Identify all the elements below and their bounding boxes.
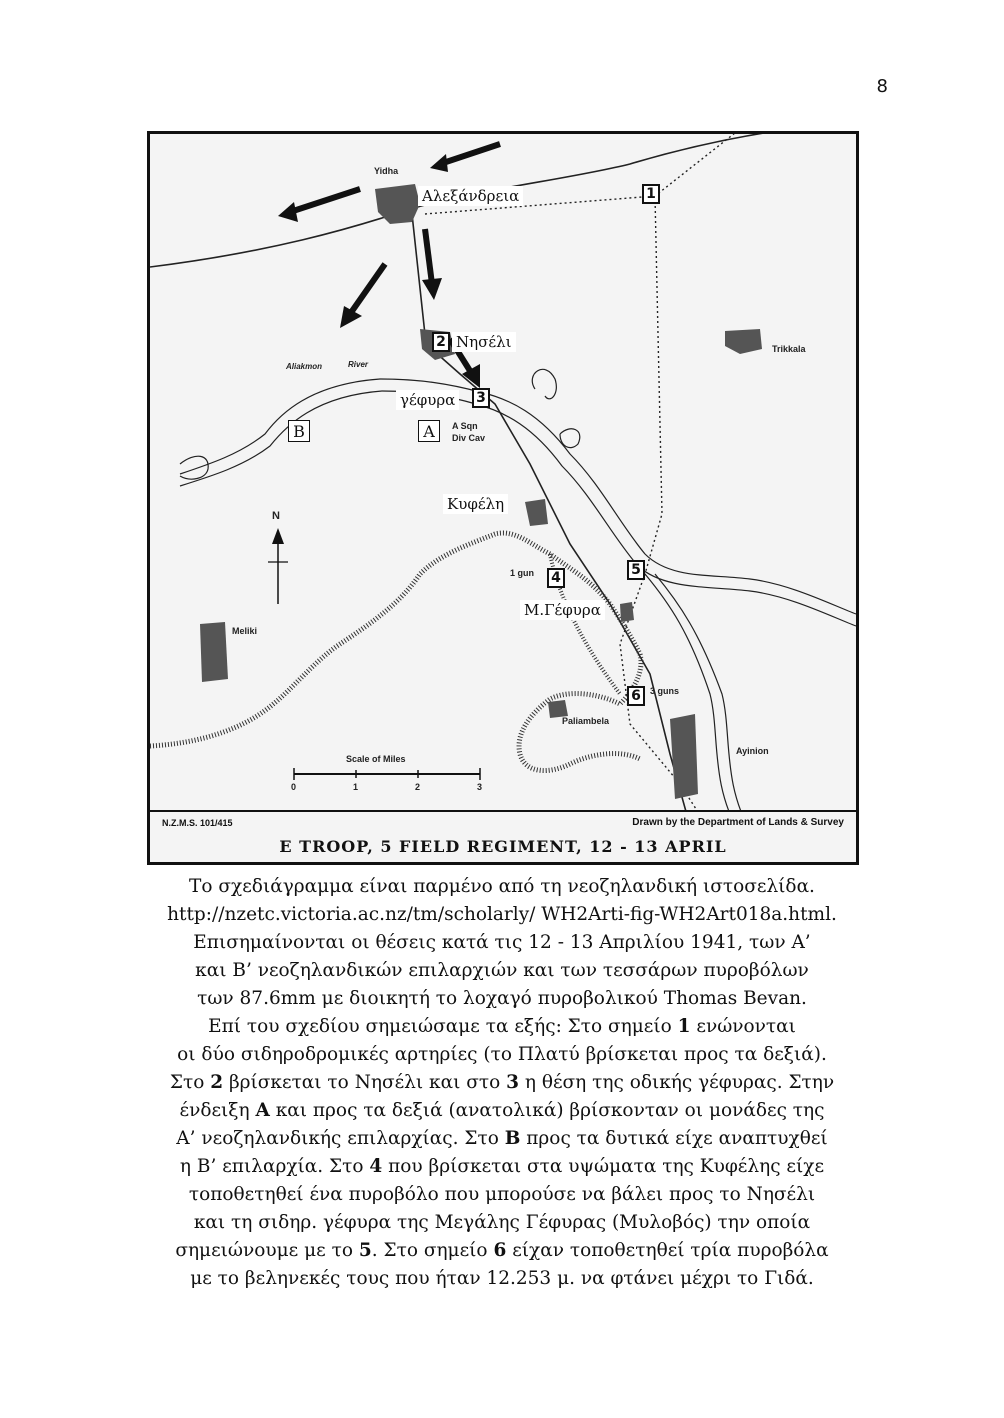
scale-tick-2: 2 [415, 782, 421, 792]
label-river: River [348, 360, 369, 369]
kofeli-town [525, 499, 548, 526]
map-figure [147, 131, 859, 865]
advance-arrow-2 [290, 189, 360, 212]
river-oxbow [532, 369, 556, 398]
caption-line: και τη σιδηρ. γέφυρα της Μεγάλης Γέφυρας (Μυλοβός) την οποία [193, 1212, 811, 1233]
scale-tick-1: 1 [353, 782, 359, 792]
aliakmon-river [180, 379, 856, 614]
label-a-sqn: A Sqn [452, 421, 478, 431]
map-credit-right: Drawn by the Department of Lands & Survey [632, 817, 844, 828]
road-south [412, 214, 700, 862]
label-alexandreia: Αλεξάνδρεια [418, 186, 523, 206]
company-a-box: A [418, 420, 440, 442]
advance-arrow-1 [440, 144, 500, 164]
scale-title: Scale of Miles [346, 754, 406, 764]
label-yidha: Yidha [374, 166, 399, 176]
label-three-guns: 3 guns [650, 686, 680, 696]
scale-tick-3: 3 [477, 782, 483, 792]
label-niseli: Νησέλι [452, 332, 516, 352]
label-m-gefyra: Μ.Γέφυρα [520, 600, 605, 620]
map-title: E TROOP, 5 FIELD REGIMENT, 12 - 13 APRIL [279, 837, 727, 856]
caption-line: τοποθετηθεί ένα πυροβόλο που μπορούσε να βάλει προς το Νησέλι [188, 1184, 816, 1205]
company-b-box: B [288, 420, 310, 442]
caption-line: Το σχεδιάγραμμα είναι παρμένο από τη νεοζηλανδική ιστοσελίδα. [189, 876, 815, 897]
caption-url: http://nzetc.victoria.ac.nz/tm/scholarly/ WH2Arti-fig-WH2Art018a.html. [167, 904, 837, 925]
marker-5: 5 [627, 560, 645, 580]
marker-4: 4 [547, 568, 565, 588]
meliki-town [200, 622, 228, 682]
caption-line: Επί του σχεδίου σημειώσαμε τα εξής: Στο σημείο 1 ενώνονται [208, 1016, 796, 1037]
label-kofeli: Κυφέλη [443, 494, 508, 514]
m-gefyra-town [620, 602, 634, 622]
advance-arrowhead-3 [422, 278, 442, 300]
marker-2: 2 [432, 332, 450, 352]
caption-line: σημειώνουμε με το 5. Στο σημείο 6 είχαν τοποθετηθεί τρία πυροβόλα [175, 1240, 829, 1261]
ayinion-town [670, 714, 698, 799]
caption-line: Στο 2 βρίσκεται το Νησέλι και στο 3 η θέση της οδικής γέφυρας. Στην [169, 1072, 835, 1093]
marker-3: 3 [472, 388, 490, 408]
label-gefyra: γέφυρα [396, 390, 459, 410]
advance-arrowhead-2 [278, 202, 298, 222]
caption-line: Α’ νεοζηλανδικής επιλαρχίας. Στο Β προς τα δυτικά είχε αναπτυχθεί [176, 1128, 828, 1149]
caption-line: με το βεληνεκές τους που ήταν 12.253 μ. να φτάνει μέχρι το Γιδά. [190, 1268, 814, 1289]
advance-arrow-3 [425, 229, 432, 284]
advance-arrowhead-1 [430, 154, 448, 172]
trikkala-town [725, 329, 762, 354]
map-title-bar [150, 810, 856, 862]
scale-tick-0: 0 [291, 782, 297, 792]
label-one-gun: 1 gun [510, 568, 534, 578]
label-meliki: Meliki [232, 626, 258, 636]
caption [110, 873, 894, 1293]
label-paliambela: Paliambela [562, 716, 610, 726]
marker-6: 6 [627, 686, 645, 706]
caption-line: η Β’ επιλαρχία. Στο 4 που βρίσκεται στα υψώματα της Κυφέλης είχε [179, 1156, 825, 1177]
marker-1: 1 [642, 184, 660, 204]
label-north: N [272, 510, 280, 522]
caption-line: Επισημαίνονται οι θέσεις κατά τις 12 - 13 Απριλίου 1941, των Α’ [193, 932, 811, 953]
caption-line: οι δύο σιδηροδρομικές αρτηρίες (το Πλατύ βρίσκεται προς τα δεξιά). [177, 1044, 827, 1065]
east-river-2 [655, 574, 752, 834]
river-west-loop [180, 456, 208, 479]
aliakmon-river-bank [180, 391, 856, 626]
label-trikkala: Trikkala [772, 344, 806, 354]
caption-line: ένδειξη Α και προς τα δεξιά (ανατολικά) βρίσκονταν οι μονάδες της [179, 1100, 825, 1121]
page-number: 8 [876, 76, 888, 97]
river-oxbow-2 [560, 429, 580, 448]
caption-line: και Β’ νεοζηλανδικών επιλαρχιών και των τεσσάρων πυροβόλων [195, 960, 809, 981]
label-ayinion: Ayinion [736, 746, 769, 756]
north-arrowhead [272, 528, 284, 544]
label-div-cav: Div Cav [452, 433, 486, 443]
caption-line: των 87.6mm με διοικητή το λοχαγό πυροβολικού Thomas Bevan. [197, 988, 807, 1009]
advance-arrow-4 [350, 264, 385, 314]
label-aliakmon: Aliakmon [286, 362, 323, 371]
map-credit-left: N.Z.M.S. 101/415 [162, 818, 233, 828]
